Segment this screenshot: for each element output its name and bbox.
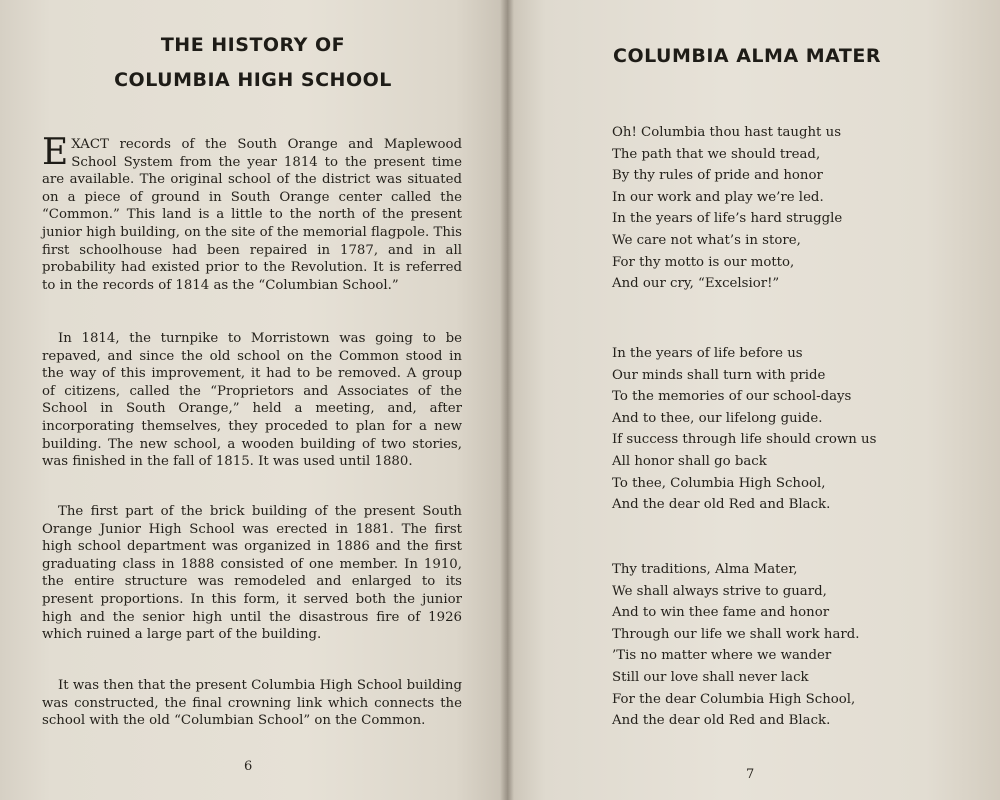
- stanza-2: [612, 343, 972, 516]
- history-title-line-1: THE HISTORY OF: [160, 34, 346, 56]
- drop-cap: E: [42, 132, 69, 173]
- history-paragraph-4: [42, 677, 462, 730]
- book-gutter: [500, 0, 514, 800]
- stanza-line: If success through life should crown us: [612, 432, 877, 448]
- stanza-line: All honor shall go back: [612, 453, 767, 469]
- history-paragraph-1-text: XACT records of the South Orange and Maplewood School System from the year 1814 to the present time are available. The original school of the district was situated on a piece of ground in South Orange center called the “Common.” This land is a little to the north of the present junior high building, on the site of the memorial flagpole. This first schoolhouse had been repaired in 1787, and in all probability had existed prior to the Revolution. It is referred to in the records of 1814 as the “Columbian School.”: [42, 137, 462, 293]
- stanza-3: [612, 559, 972, 732]
- alma-mater-title: COLUMBIA ALMA MATER: [613, 45, 881, 67]
- stanza-line: By thy rules of pride and honor: [612, 168, 823, 184]
- stanza-line: Thy traditions, Alma Mater,: [612, 562, 798, 577]
- stanza-line: In the years of life’s hard struggle: [612, 211, 843, 227]
- stanza-line: To the memories of our school-days: [612, 389, 852, 405]
- history-paragraph-2-text: In 1814, the turnpike to Morristown was going to be repaved, and since the old school on the Common stood in the way of this improvement, it had to be removed. A group of citizens, called the “Proprietors and Associates of the School in South Orange,” held a meeting, and, after incorporating themselves, they proceded to plan for a new building. The new school, a wooden building of two stories, was finished in the fall of 1815. It was used until 1880.: [42, 331, 462, 470]
- stanza-line: Through our life we shall work hard.: [612, 626, 860, 642]
- history-title-line-2: COLUMBIA HIGH SCHOOL: [114, 69, 392, 91]
- stanza-line: For thy motto is our motto,: [612, 254, 795, 270]
- stanza-line: Oh! Columbia thou hast taught us: [612, 125, 842, 140]
- stanza-line: Still our love shall never lack: [612, 669, 809, 685]
- stanza-line: Our minds shall turn with pride: [612, 367, 826, 383]
- history-paragraph-4-text: It was then that the present Columbia High School building was constructed, the final crowning link which connects the school with the old “Columbian School” on the Common.: [42, 678, 462, 729]
- stanza-line: And the dear old Red and Black.: [612, 497, 831, 513]
- stanza-1: [612, 122, 972, 295]
- page-number-left: 6: [244, 759, 253, 774]
- stanza-line: To thee, Columbia High School,: [612, 475, 826, 491]
- history-paragraph-2: [42, 330, 462, 471]
- history-paragraph-3-text: The first part of the brick building of the present South Orange Junior High School was erected in 1881. The first high school department was organized in 1886 and the first graduating class in 1888 consisted of one member. In 1910, the entire structure was remodeled and enlarged to its present proportions. In this form, it served both the junior high and the senior high until the disastrous fire of 1926 which ruined a large part of the building.: [42, 504, 462, 643]
- stanza-line: We care not what’s in store,: [612, 232, 801, 248]
- stanza-line: And our cry, “Excelsior!”: [612, 276, 780, 292]
- stanza-line: We shall always strive to guard,: [612, 583, 827, 599]
- stanza-line: And to win thee fame and honor: [612, 605, 830, 621]
- history-paragraph-3: [42, 503, 462, 644]
- stanza-line: For the dear Columbia High School,: [612, 691, 856, 707]
- stanza-line: ’Tis no matter where we wander: [612, 648, 832, 664]
- stanza-line: In our work and play we’re led.: [612, 189, 824, 205]
- stanza-line: And to thee, our lifelong guide.: [612, 410, 823, 426]
- history-paragraph-1: [42, 132, 462, 294]
- page-number-right: 7: [746, 767, 755, 782]
- stanza-line: In the years of life before us: [612, 346, 803, 361]
- stanza-line: And the dear old Red and Black.: [612, 713, 831, 729]
- stanza-line: The path that we should tread,: [612, 146, 821, 162]
